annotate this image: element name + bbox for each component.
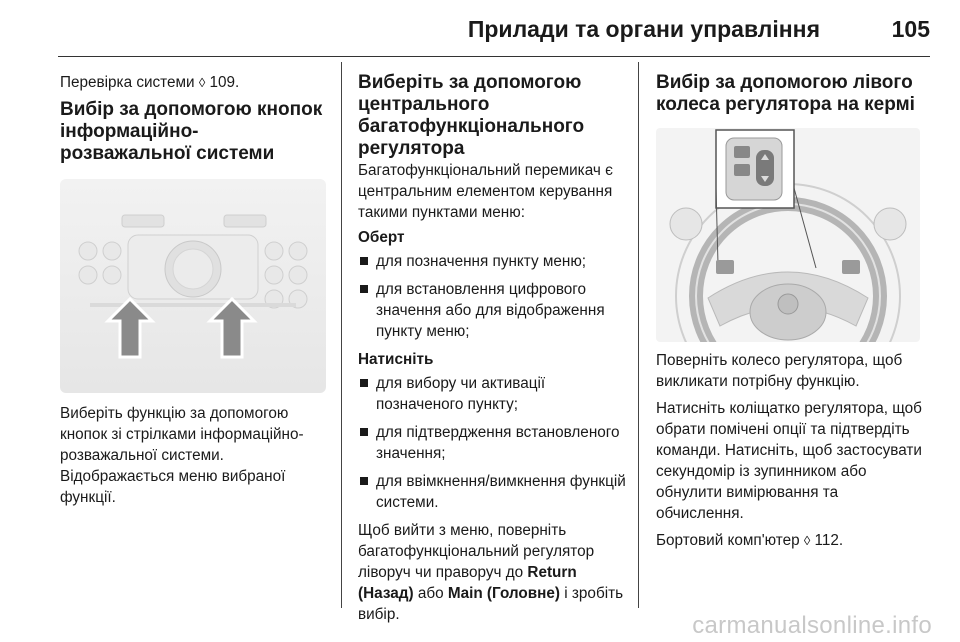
press-label: Натисніть	[358, 351, 434, 368]
list-item: для встановлення цифрового значення або для відображення пункту меню;	[358, 279, 630, 342]
list-item: для позначення пункту меню;	[358, 251, 630, 272]
header-title: Прилади та органи управління	[467, 16, 820, 42]
turn-list	[358, 251, 630, 342]
turn-label: Оберт	[358, 229, 405, 246]
column-3	[656, 72, 928, 557]
press-wheel-text: Натисніть коліщатко регулятора, щоб обрати помічені опції та підтвердіть команди. Натисніть, щоб застосувати секундомір із зупинником або обнулити вимірювання та обчислення.	[656, 400, 922, 522]
bullet-icon	[360, 379, 368, 387]
onboard-computer-ref: Бортовий комп'ютер ◊ 112.	[656, 532, 844, 549]
section-heading-buttons: Вибір за допомогою кнопок інформаційно-розважальної системи	[60, 99, 323, 164]
column-1	[60, 72, 328, 514]
reference-arrow-icon: ◊	[198, 75, 206, 90]
bullet-icon	[360, 477, 368, 485]
list-item: для підтвердження встановленого значення;	[358, 422, 630, 464]
column-2	[358, 72, 630, 631]
watermark: carmanualsonline.info	[692, 612, 932, 639]
column-divider-2	[638, 62, 639, 608]
intro-line	[60, 72, 328, 93]
infotainment-panel-figure	[60, 179, 326, 393]
controller-intro: Багатофункціональний перемикач є центральним елементом керування такими пунктами меню:	[358, 162, 613, 221]
exit-instructions: Щоб вийти з меню, поверніть багатофункціональний регулятор ліворуч чи праворуч до Return (Назад) або Main (Головне) і зробіть вибір.	[358, 522, 624, 623]
bullet-icon	[360, 257, 368, 265]
press-list	[358, 373, 630, 513]
header-divider	[58, 56, 930, 57]
steering-wheel-figure	[656, 128, 920, 342]
figure-caption: Виберіть функцію за допомогою кнопок зі стрілками інформаційно-розважальної системи. Відображається меню вибраної функції.	[60, 405, 304, 506]
intro-page-ref[interactable]: 109.	[209, 74, 240, 91]
bullet-icon	[360, 285, 368, 293]
turn-wheel-text: Поверніть колесо регулятора, щоб викликати потрібну функцію.	[656, 352, 903, 390]
onboard-computer-page-ref[interactable]: 112.	[814, 532, 844, 549]
main-option: Main (Головне)	[447, 585, 561, 602]
section-heading-steering-wheel: Вибір за допомогою лівого колеса регулятора на кермі	[656, 72, 915, 115]
list-item: для вибору чи активації позначеного пункту;	[358, 373, 630, 415]
list-item: для ввімкнення/вимкнення функцій системи.	[358, 471, 630, 513]
bullet-icon	[360, 428, 368, 436]
column-divider-1	[341, 62, 342, 608]
intro-text: Перевірка системи	[60, 74, 195, 91]
section-heading-controller: Виберіть за допомогою центрального багатофункціонального регулятора	[358, 72, 585, 159]
return-option: Return (Назад)	[358, 564, 577, 602]
page-number: 105	[891, 16, 930, 42]
reference-arrow-icon: ◊	[803, 533, 811, 548]
